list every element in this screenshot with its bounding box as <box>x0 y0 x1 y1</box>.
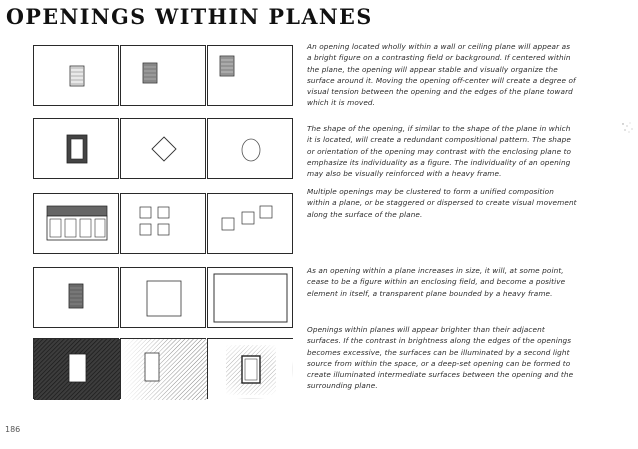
illustration-second-light-source <box>120 338 206 399</box>
page-number: 186 <box>5 425 21 434</box>
illustration-off-center-opening-a <box>120 45 206 106</box>
illustration-off-center-opening-b <box>207 45 293 106</box>
paragraph-opening-size: As an opening within a plane increases in size, it will, at some point, cease to be a figure within an enclosing field, and become a positive element in itself, a transparent plane bounded by a heavy frame. <box>307 266 566 298</box>
paragraph-opening-figure: An opening located wholly within a wall or ceiling plane will appear as a bright figure on a contrasting field or background. If centered within the plane, the opening will appear stable and visually organize the surface around it. Moving the opening off-center will create a degree of visual tension between the opening and the edges of the plane toward which it is moved. <box>307 42 576 108</box>
paragraph-brightness-contrast: Openings within planes will appear brighter than their adjacent surfaces. If the contrast in brightness along the edges of the openings becomes excessive, the surfaces can be illuminated by a second light source from within the space, or a deep-set opening can be formed to create illuminated intermediate surfaces between the opening and the surrounding plane. <box>307 325 574 391</box>
illustration-opening-as-frame <box>207 267 293 328</box>
page-title: OPENINGS WITHIN PLANES <box>6 4 373 29</box>
illustration-staggered-openings <box>120 193 206 254</box>
illustration-dispersed-openings <box>207 193 293 254</box>
illustration-centered-opening <box>33 45 119 106</box>
paragraph-multiple-openings: Multiple openings may be clustered to form a unified composition within a plane, or be staggered or dispersed to create visual movement along the surface of the plane. <box>307 187 577 219</box>
illustration-small-opening <box>33 267 119 328</box>
illustration-diamond-opening <box>120 118 206 179</box>
illustration-clustered-openings <box>33 193 119 254</box>
scan-speckle <box>620 120 634 138</box>
illustration-excessive-contrast <box>33 338 119 399</box>
illustration-circular-opening <box>207 118 293 179</box>
illustration-enlarged-opening <box>120 267 206 328</box>
paragraph-opening-shape: The shape of the opening, if similar to the shape of the plane in which it is located, will create a redundant compositional pattern. The shape or orientation of the opening may contrast with the enclosing plane to emphasize its individuality as a figure. The individuality of an opening may also be visually reinforced with a heavy frame. <box>307 124 572 179</box>
illustration-deep-set-opening <box>207 338 293 399</box>
illustration-framed-opening <box>33 118 119 179</box>
